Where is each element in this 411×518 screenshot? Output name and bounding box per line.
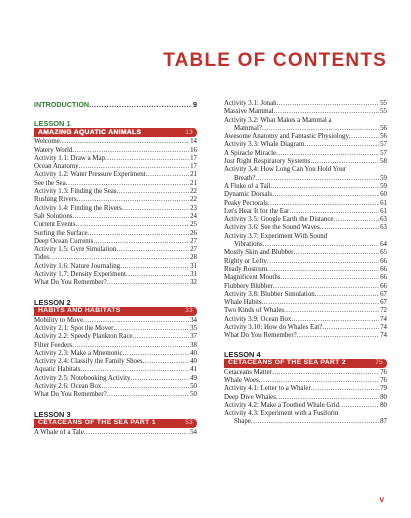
toc-entry[interactable] <box>34 188 197 196</box>
toc-entry-title: Activity 2.1: Spot the Mover <box>34 324 114 332</box>
toc-entry[interactable] <box>34 254 197 262</box>
toc-entry-title: Activity 3.3: Whale Diagram <box>224 141 305 149</box>
toc-entry[interactable] <box>224 307 387 315</box>
toc-entry-title: Activity 2.3: Make a Mnemonic <box>34 349 123 357</box>
toc-entry[interactable] <box>224 241 387 249</box>
toc-entry[interactable] <box>224 377 387 385</box>
page-number: v <box>379 495 384 504</box>
toc-entry-page: 61 <box>380 199 387 207</box>
lesson-banner-title: CETACEANS OF THE SEA PART 2 <box>228 358 346 366</box>
toc-entry[interactable] <box>224 166 387 174</box>
toc-entry[interactable] <box>224 249 387 257</box>
toc-entry-title: Activity 3.4: How Long Can You Hold Your <box>224 166 347 174</box>
toc-entry[interactable] <box>224 200 387 208</box>
toc-entry[interactable] <box>34 238 197 246</box>
toc-entry-page: 9 <box>193 101 197 109</box>
toc-entry-title: Activity 1.2: Water Pressure Experiment <box>34 171 146 179</box>
toc-entry-page: 50 <box>190 391 197 399</box>
leader-dots <box>272 191 379 199</box>
leader-dots <box>49 254 189 262</box>
toc-entry-page: 59 <box>380 174 387 182</box>
lesson-2-entries <box>34 317 197 400</box>
toc-entry-title: Current Events <box>34 221 76 229</box>
toc-entry[interactable] <box>224 141 387 149</box>
toc-entry-page: 23 <box>190 204 197 212</box>
toc-entry-page: 40 <box>190 349 197 357</box>
toc-entry-page: 22 <box>190 196 197 204</box>
toc-entry[interactable] <box>34 350 197 358</box>
toc-entry[interactable] <box>34 429 197 437</box>
toc-left-column <box>34 100 197 437</box>
toc-entry-page: 66 <box>380 282 387 290</box>
toc-entry-title: Mobility to Move <box>34 316 84 324</box>
toc-entry[interactable] <box>34 317 197 325</box>
toc-entry-title: INTRODUCTION <box>34 101 90 109</box>
toc-entry-page: 63 <box>380 216 387 224</box>
leader-dots <box>255 175 379 183</box>
leader-dots <box>322 324 379 332</box>
toc-entry[interactable] <box>34 383 197 391</box>
toc-entry-page: 37 <box>190 333 197 341</box>
leader-dots <box>276 394 379 402</box>
lesson-banner-page: 75 <box>375 358 383 366</box>
toc-entry[interactable] <box>34 246 197 254</box>
toc-entry-page: 16 <box>190 146 197 154</box>
toc-entry-page: 60 <box>380 191 387 199</box>
toc-entry-page: 34 <box>190 316 197 324</box>
leader-dots <box>349 133 379 141</box>
toc-entry-title: Activity 2.5: Notebooking Activity <box>34 374 131 382</box>
toc-entry-title: What Do You Remember? <box>224 332 297 340</box>
toc-entry-title: Activity 2.2: Speedy Plankton Race <box>34 333 133 341</box>
toc-entry[interactable] <box>224 158 387 166</box>
toc-entry-page: 14 <box>190 138 197 146</box>
leader-dots <box>113 325 189 333</box>
leader-dots <box>273 283 379 291</box>
leader-dots <box>276 150 379 158</box>
leader-dots <box>274 108 380 116</box>
toc-entry-title: Surfing the Surface <box>34 229 88 237</box>
toc-entry-title: Activity 3.6: See the Sound Waves <box>224 224 320 232</box>
toc-entry-title: Welcome <box>34 138 60 146</box>
leader-dots <box>83 317 189 325</box>
toc-entry-title: Peaky Pectorals <box>224 199 268 207</box>
toc-entry-page: 64 <box>380 241 387 249</box>
toc-entry-title: Activity 4.3: Experiment with a Fusiform <box>224 410 339 418</box>
toc-entry-title: Ocean Anatomy <box>34 163 79 171</box>
toc-entry-page: 55 <box>380 108 387 116</box>
leader-dots <box>272 369 379 377</box>
toc-entry-title: Filter Feeders <box>34 341 73 349</box>
leader-dots <box>120 263 189 271</box>
toc-entry-page: 55 <box>380 100 387 107</box>
toc-entry-title: Aquatic Habitats <box>34 366 81 374</box>
toc-entry[interactable] <box>224 291 387 299</box>
toc-entry-title: See the Sea <box>34 179 66 187</box>
toc-entry-title: Activity 3.7: Experiment With Sound <box>224 232 328 240</box>
toc-entry-page: 49 <box>190 374 197 382</box>
leader-dots <box>263 241 379 249</box>
toc-entry-title: Whale Woes <box>224 376 259 384</box>
toc-entry-title: Magnificent Mouths <box>224 274 281 282</box>
lesson-3-continued-entries <box>224 100 387 341</box>
toc-entry-page: 56 <box>380 133 387 141</box>
toc-entry-page: 54 <box>190 428 197 436</box>
toc-entry-title: A Spiracle Miracle <box>224 149 277 157</box>
leader-dots <box>262 125 379 133</box>
toc-entry[interactable] <box>34 325 197 333</box>
toc-entry-page: 65 <box>380 249 387 257</box>
toc-entry-page: 80 <box>380 393 387 401</box>
toc-entry[interactable] <box>34 375 197 383</box>
leader-dots <box>339 402 379 410</box>
toc-entry-title: Activity 3.9: Ocean Box <box>224 315 292 323</box>
leader-dots <box>251 418 379 426</box>
toc-entry[interactable] <box>224 117 387 125</box>
leader-dots <box>311 385 379 393</box>
leader-dots <box>93 238 189 246</box>
toc-entry-page: 79 <box>380 385 387 393</box>
toc-entry-page: 57 <box>380 149 387 157</box>
leader-dots <box>107 279 189 287</box>
toc-entry[interactable] <box>224 410 387 418</box>
lesson-3-label: LESSON 3 <box>34 409 71 419</box>
toc-entry-title: Mammal? <box>234 124 262 132</box>
toc-entry-title: Deep Ocean Currents <box>34 237 94 245</box>
toc-entry-title: Activity 3.10: How do Whales Eat? <box>224 324 323 332</box>
toc-entry-page: 31 <box>190 271 197 279</box>
toc-entry-title: Activity 3.1: Jonah <box>224 100 277 107</box>
toc-entry-title: Ready Rostrum <box>224 265 268 273</box>
toc-entry[interactable] <box>224 283 387 291</box>
toc-entry-title: Salt Solutions <box>34 212 73 220</box>
leader-dots <box>280 274 379 282</box>
toc-entry[interactable] <box>34 205 197 213</box>
leader-dots <box>291 316 379 324</box>
toc-entry-page: 40 <box>190 358 197 366</box>
toc-entry-page: 21 <box>190 171 197 179</box>
toc-entry-title: Let's Hear It for the Ear <box>224 207 290 215</box>
lesson-banner-page: 13 <box>185 128 193 136</box>
toc-entry[interactable] <box>34 196 197 204</box>
leader-dots <box>284 307 379 315</box>
toc-entry[interactable] <box>34 366 197 374</box>
toc-entry-title: Activity 1.6: Nature Journaling <box>34 262 121 270</box>
lesson-2-banner[interactable] <box>34 307 197 316</box>
leader-dots <box>268 200 379 208</box>
leader-dots <box>117 188 190 196</box>
leader-dots <box>89 101 192 109</box>
leader-dots <box>143 358 189 366</box>
toc-entry-page: 21 <box>190 179 197 187</box>
toc-entry-title: Rushing Rivers <box>34 196 77 204</box>
toc-entry-title: Righty or Lefty <box>224 257 267 265</box>
toc-entry-page: 27 <box>190 246 197 254</box>
toc-entry[interactable] <box>34 213 197 221</box>
toc-entry-title: Mostly Skin and Blubber <box>224 249 294 257</box>
lesson-1-label: LESSON 1 <box>34 119 71 129</box>
toc-right-column <box>224 100 387 427</box>
toc-entry-page: 59 <box>380 182 387 190</box>
toc-entry[interactable] <box>224 233 387 241</box>
toc-entry-title: What Do You Remember? <box>34 391 107 399</box>
leader-dots <box>130 375 189 383</box>
toc-entry-title: Deep Dive Whales <box>224 393 276 401</box>
toc-entry-page: 38 <box>190 341 197 349</box>
leader-dots <box>105 155 189 163</box>
toc-entry-title: Activity 4.1: Letter to a Whaler <box>224 385 311 393</box>
toc-entry[interactable] <box>34 138 197 146</box>
toc-entry-page: 63 <box>380 224 387 232</box>
toc-entry-page: 17 <box>190 163 197 171</box>
lesson-2-label: LESSON 2 <box>34 297 71 307</box>
leader-dots <box>310 158 379 166</box>
lesson-banner-title: CETACEANS OF THE SEA PART 1 <box>38 418 156 426</box>
leader-dots <box>76 221 190 229</box>
toc-entry-page: 41 <box>190 366 197 374</box>
toc-entry[interactable] <box>34 333 197 341</box>
leader-dots <box>72 147 189 155</box>
toc-entry[interactable] <box>224 108 387 116</box>
toc-entry-title: Whale Habits <box>224 299 262 307</box>
leader-dots <box>123 350 190 358</box>
page-title: TABLE OF CONTENTS <box>163 50 387 71</box>
toc-entry-title: Activity 1.5: Gyre Simulation <box>34 246 117 254</box>
leader-dots <box>320 224 379 232</box>
toc-entry-page: 22 <box>190 188 197 196</box>
toc-entry-page: 17 <box>190 154 197 162</box>
toc-entry[interactable] <box>34 358 197 366</box>
toc-entry-page: 72 <box>380 307 387 315</box>
lesson-4-label: LESSON 4 <box>224 349 261 359</box>
leader-dots <box>84 429 189 437</box>
toc-entry-page: 74 <box>380 332 387 340</box>
toc-entry-page: 50 <box>190 383 197 391</box>
toc-entry[interactable] <box>224 191 387 199</box>
toc-entry[interactable] <box>34 271 197 279</box>
toc-entry[interactable] <box>224 183 387 191</box>
toc-entry-page: 25 <box>190 221 197 229</box>
leader-dots <box>315 291 379 299</box>
toc-entry[interactable] <box>224 324 387 332</box>
leader-dots <box>267 266 379 274</box>
toc-entry[interactable] <box>224 258 387 266</box>
toc-entry-title: Activity 1.4: Finding the Rivers <box>34 204 122 212</box>
leader-dots <box>77 196 189 204</box>
toc-entry-page: 80 <box>380 401 387 409</box>
lesson-4-entries <box>224 369 387 427</box>
toc-entry-page: 74 <box>380 315 387 323</box>
toc-entry-page: 58 <box>380 158 387 166</box>
leader-dots <box>60 138 189 146</box>
toc-entry-title: Dynamic Dorsals <box>224 191 273 199</box>
toc-entry-title: Just Right Respiratory Systems <box>224 158 311 166</box>
toc-entry-title: Activity 2.4: Classify the Family Shoes <box>34 358 143 366</box>
leader-dots <box>116 246 189 254</box>
toc-entry[interactable] <box>34 163 197 171</box>
toc-entry-title: Activity 4.2: Make a Toothed Whale Grid <box>224 401 340 409</box>
toc-entry-title: Activity 3.8: Blubber Simulation <box>224 290 315 298</box>
leader-dots <box>297 332 379 340</box>
toc-entry-title: Activity 1.1: Draw a Map <box>34 154 105 162</box>
toc-entry-title: Awesome Anatomy and Fantastic Physiology <box>224 133 349 141</box>
leader-dots <box>126 271 189 279</box>
toc-entry[interactable] <box>224 385 387 393</box>
toc-entry[interactable] <box>34 342 197 350</box>
lesson-banner-title: HABITS AND HABITATS <box>38 306 121 314</box>
toc-entry-title: What Do You Remember? <box>34 279 107 287</box>
toc-entry[interactable] <box>224 266 387 274</box>
toc-entry-title: Two Kinds of Whales <box>224 307 285 315</box>
toc-entry-title: Activity 3.5: Google Earth the Distance <box>224 216 334 224</box>
toc-entry[interactable] <box>224 175 387 183</box>
toc-entry[interactable] <box>224 125 387 133</box>
toc-entry-page: 67 <box>380 299 387 307</box>
toc-entry-title: Activity 1.3: Finding the Seas <box>34 188 117 196</box>
leader-dots <box>304 141 379 149</box>
toc-entry-page: 24 <box>190 212 197 220</box>
toc-entry[interactable] <box>224 133 387 141</box>
toc-entry[interactable] <box>34 230 197 238</box>
leader-dots <box>262 299 379 307</box>
toc-entry-title: Watery World <box>34 146 73 154</box>
leader-dots <box>81 366 190 374</box>
toc-entry-page: 76 <box>380 368 387 376</box>
toc-entry-title: Breath? <box>234 174 256 182</box>
toc-entry[interactable] <box>224 224 387 232</box>
lesson-3-entries <box>34 429 197 437</box>
toc-entry[interactable] <box>34 279 197 287</box>
leader-dots <box>133 333 190 341</box>
leader-dots <box>270 183 379 191</box>
toc-entry[interactable] <box>34 147 197 155</box>
toc-entry[interactable] <box>34 171 197 179</box>
toc-entry-title: Flubbery Blubber <box>224 282 273 290</box>
toc-entry-title: Cetaceans Matter <box>224 368 273 376</box>
toc-entry-page: 32 <box>190 279 197 287</box>
toc-entry-title: Activity 1.7: Density Experiment <box>34 271 126 279</box>
toc-intro-entry[interactable] <box>34 101 197 109</box>
toc-entry[interactable] <box>224 100 387 108</box>
toc-entry[interactable] <box>224 208 387 216</box>
toc-entry[interactable] <box>34 180 197 188</box>
leader-dots <box>122 205 189 213</box>
toc-entry-page: 35 <box>190 324 197 332</box>
toc-entry-page: 31 <box>190 262 197 270</box>
toc-entry-title: Vibrations <box>234 241 263 249</box>
toc-entry-page: 27 <box>190 237 197 245</box>
leader-dots <box>107 391 189 399</box>
toc-entry[interactable] <box>224 216 387 224</box>
toc-entry[interactable] <box>224 369 387 377</box>
leader-dots <box>66 180 189 188</box>
lesson-banner-title: AMAZING AQUATIC ANIMALS <box>38 128 142 136</box>
lesson-1-banner[interactable] <box>34 128 197 137</box>
toc-entry-title: Tides <box>34 254 50 262</box>
toc-entry[interactable] <box>224 418 387 426</box>
leader-dots <box>146 171 189 179</box>
toc-entry-title: A Fluke of a Tail <box>224 182 271 190</box>
leader-dots <box>277 100 379 108</box>
toc-entry-page: 26 <box>190 229 197 237</box>
toc-entry[interactable] <box>34 391 197 399</box>
lesson-4-banner[interactable] <box>224 359 387 368</box>
leader-dots <box>72 213 189 221</box>
toc-entry-page: 66 <box>380 257 387 265</box>
toc-entry[interactable] <box>224 299 387 307</box>
lesson-banner-page: 33 <box>185 306 193 314</box>
toc-entry-title: Activity 2.6: Ocean Box <box>34 383 102 391</box>
toc-entry-page: 28 <box>190 254 197 262</box>
leader-dots <box>259 377 379 385</box>
toc-entry-title: Massive Mammal <box>224 108 274 116</box>
leader-dots <box>333 216 379 224</box>
leader-dots <box>79 163 190 171</box>
leader-dots <box>72 342 189 350</box>
toc-entry[interactable] <box>224 402 387 410</box>
leader-dots <box>88 230 190 238</box>
toc-entry-page: 87 <box>380 418 387 426</box>
toc-entry-page: 66 <box>380 274 387 282</box>
toc-entry-page: 61 <box>380 207 387 215</box>
lesson-3-banner[interactable] <box>34 419 197 428</box>
toc-entry-page: 56 <box>380 124 387 132</box>
toc-entry-title: Shape <box>234 418 251 426</box>
leader-dots <box>267 258 379 266</box>
toc-entry[interactable] <box>224 332 387 340</box>
toc-entry[interactable] <box>224 394 387 402</box>
toc-entry-page: 74 <box>380 324 387 332</box>
leader-dots <box>293 249 379 257</box>
toc-entry[interactable] <box>34 263 197 271</box>
toc-entry-page: 67 <box>380 290 387 298</box>
lesson-1-entries <box>34 138 197 287</box>
toc-entry[interactable] <box>34 155 197 163</box>
toc-entry-page: 66 <box>380 265 387 273</box>
toc-entry-title: Activity 3.2: What Makes a Mammal a <box>224 116 332 124</box>
toc-entry-page: 76 <box>380 376 387 384</box>
toc-entry[interactable] <box>34 221 197 229</box>
toc-entry[interactable] <box>224 150 387 158</box>
toc-entry[interactable] <box>224 316 387 324</box>
lesson-banner-page: 53 <box>185 418 193 426</box>
leader-dots <box>101 383 189 391</box>
toc-entry-title: A Whale of a Tale <box>34 428 84 436</box>
leader-dots <box>289 208 379 216</box>
toc-entry[interactable] <box>224 274 387 282</box>
toc-entry-page: 57 <box>380 141 387 149</box>
